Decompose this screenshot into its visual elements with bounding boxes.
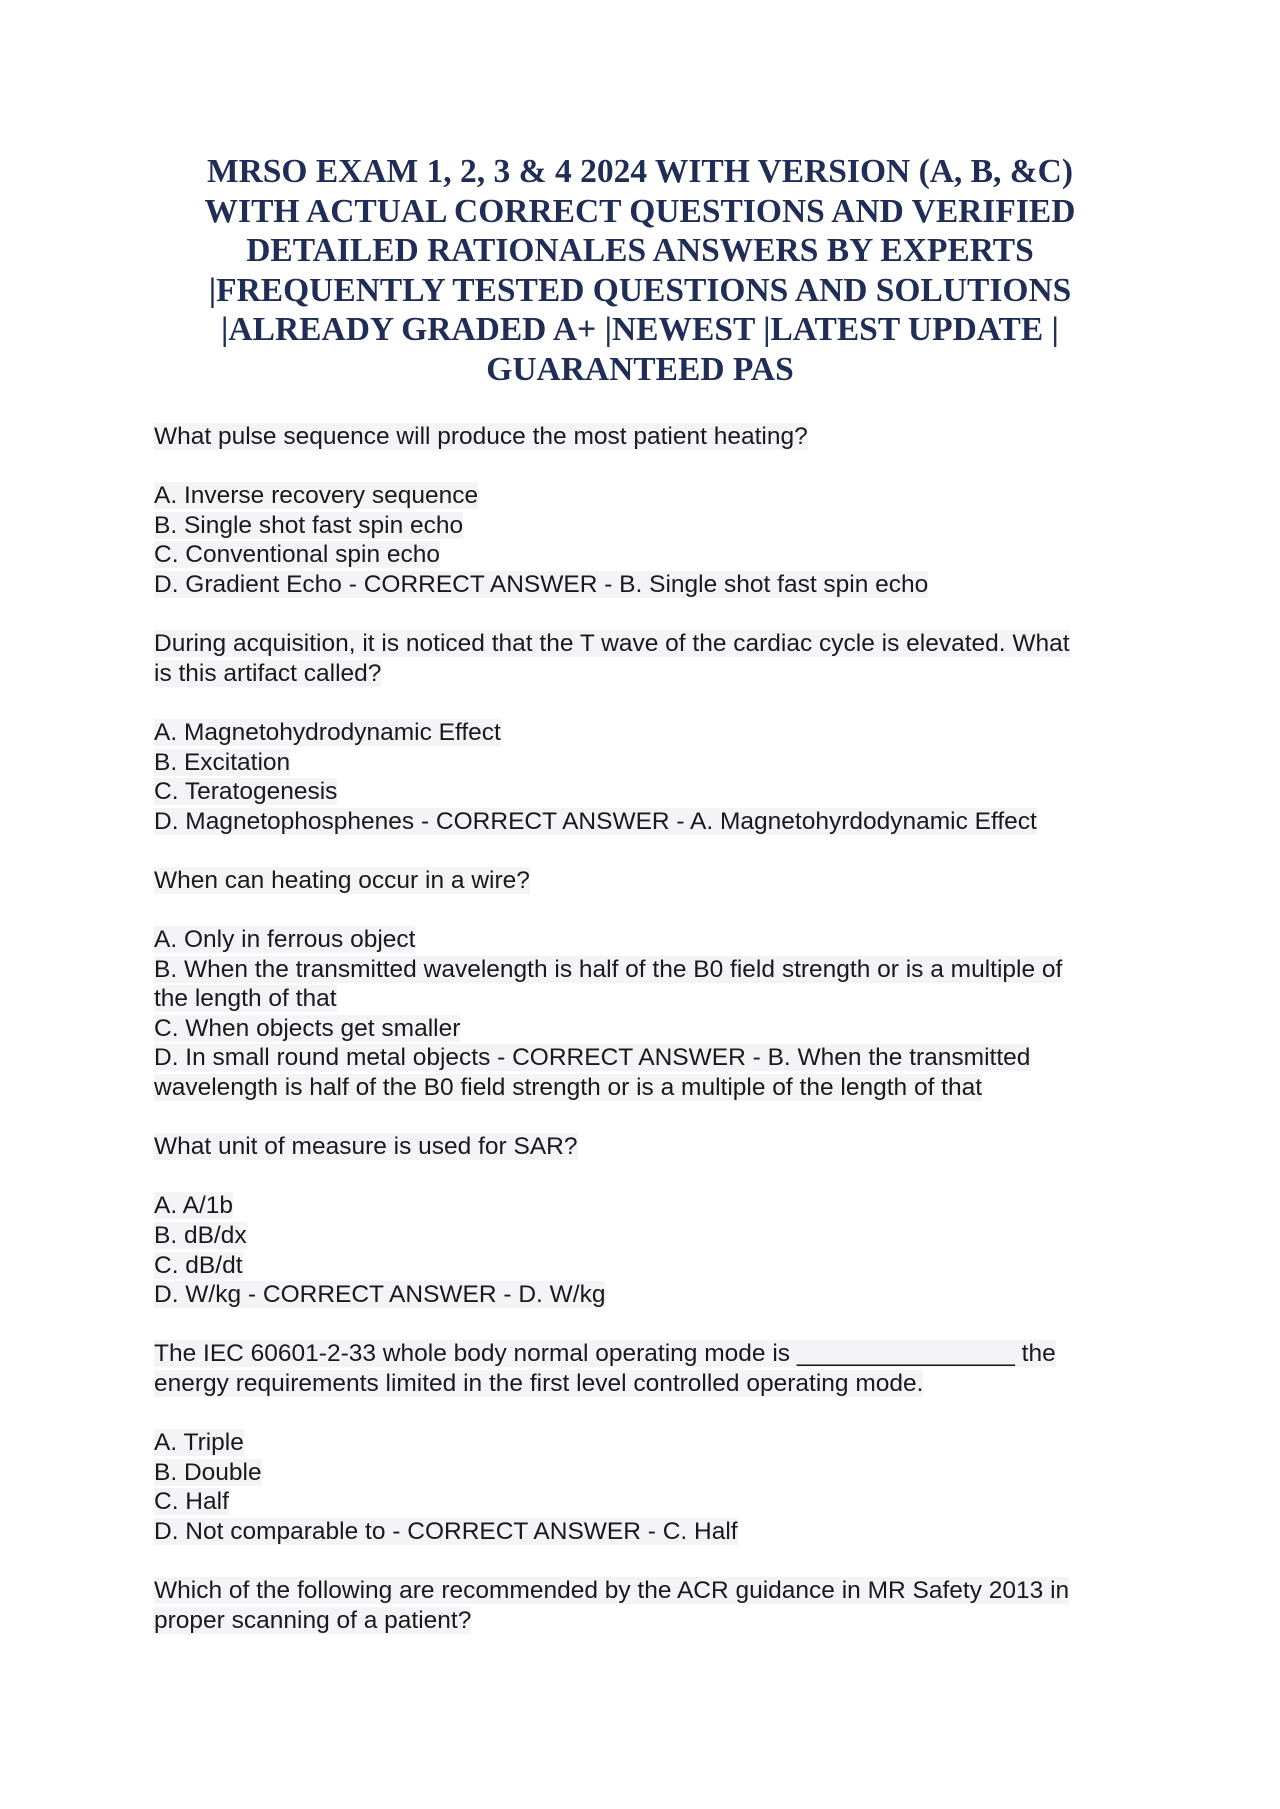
title-line: DETAILED RATIONALES ANSWERS BY EXPERTS (246, 232, 1034, 269)
option-line: the length of that (154, 985, 337, 1013)
document-body (154, 422, 1154, 1635)
title-line: |ALREADY GRADED A+ |NEWEST |LATEST UPDATE | (221, 311, 1059, 348)
question-text: What pulse sequence will produce the most patient heating? (154, 423, 808, 450)
option-line: B. Double (154, 1458, 262, 1486)
option-line: B. dB/dx (154, 1222, 247, 1250)
question-text: What unit of measure is used for SAR? (154, 1133, 578, 1161)
option-line: A. Inverse recovery sequence (154, 482, 479, 510)
question-block (154, 422, 1154, 600)
question-block (154, 1576, 1154, 1635)
question-text: The IEC 60601-2-33 whole body normal operating mode is ________________ the (154, 1340, 1056, 1368)
option-line: C. Half (154, 1488, 229, 1516)
option-line: C. Teratogenesis (154, 778, 338, 806)
option-line: C. When objects get smaller (154, 1014, 461, 1042)
answer-line: D. Not comparable to - CORRECT ANSWER - C. Half (154, 1517, 738, 1545)
option-line: B. Excitation (154, 748, 291, 776)
option-line: B. When the transmitted wavelength is half of the B0 field strength or is a multiple of (154, 955, 1063, 983)
question-text: proper scanning of a patient? (154, 1606, 472, 1634)
question-block (154, 866, 1154, 1103)
title-line: |FREQUENTLY TESTED QUESTIONS AND SOLUTIONS (208, 271, 1072, 309)
title-line: MRSO EXAM 1, 2, 3 & 4 2024 WITH VERSION (A, B, &C) (206, 153, 1074, 190)
answer-line: D. W/kg - CORRECT ANSWER - D. W/kg (154, 1281, 606, 1309)
option-line: B. Single shot fast spin echo (154, 511, 464, 539)
question-text: When can heating occur in a wire? (154, 866, 530, 894)
answer-line: D. Magnetophosphenes - CORRECT ANSWER - A. Magnetohyrdodynamic Effect (154, 807, 1037, 835)
option-line: A. Only in ferrous object (154, 926, 416, 954)
question-block (154, 1132, 1154, 1310)
question-text: is this artifact called? (154, 659, 382, 687)
option-line: A. Magnetohydrodynamic Effect (154, 718, 501, 746)
option-line: C. dB/dt (154, 1251, 243, 1279)
question-text: During acquisition, it is noticed that the T wave of the cardiac cycle is elevated. What (154, 630, 1070, 658)
title-line: GUARANTEED PAS (486, 350, 794, 388)
option-line: A. Triple (154, 1429, 244, 1457)
answer-line: D. Gradient Echo - CORRECT ANSWER - B. Single shot fast spin echo (154, 570, 929, 598)
question-block (154, 1339, 1154, 1546)
option-line: C. Conventional spin echo (154, 541, 441, 569)
question-text: energy requirements limited in the first level controlled operating mode. (154, 1370, 924, 1397)
answer-line: D. In small round metal objects - CORRECT ANSWER - B. When the transmitted (154, 1044, 1031, 1072)
question-text: Which of the following are recommended by the ACR guidance in MR Safety 2013 in (154, 1577, 1070, 1605)
answer-line: wavelength is half of the B0 field strength or is a multiple of the length of that (154, 1074, 983, 1102)
option-line: A. A/1b (154, 1192, 234, 1220)
question-block (154, 629, 1154, 836)
title-line: WITH ACTUAL CORRECT QUESTIONS AND VERIFIED (204, 192, 1076, 230)
document-title (150, 152, 1130, 389)
